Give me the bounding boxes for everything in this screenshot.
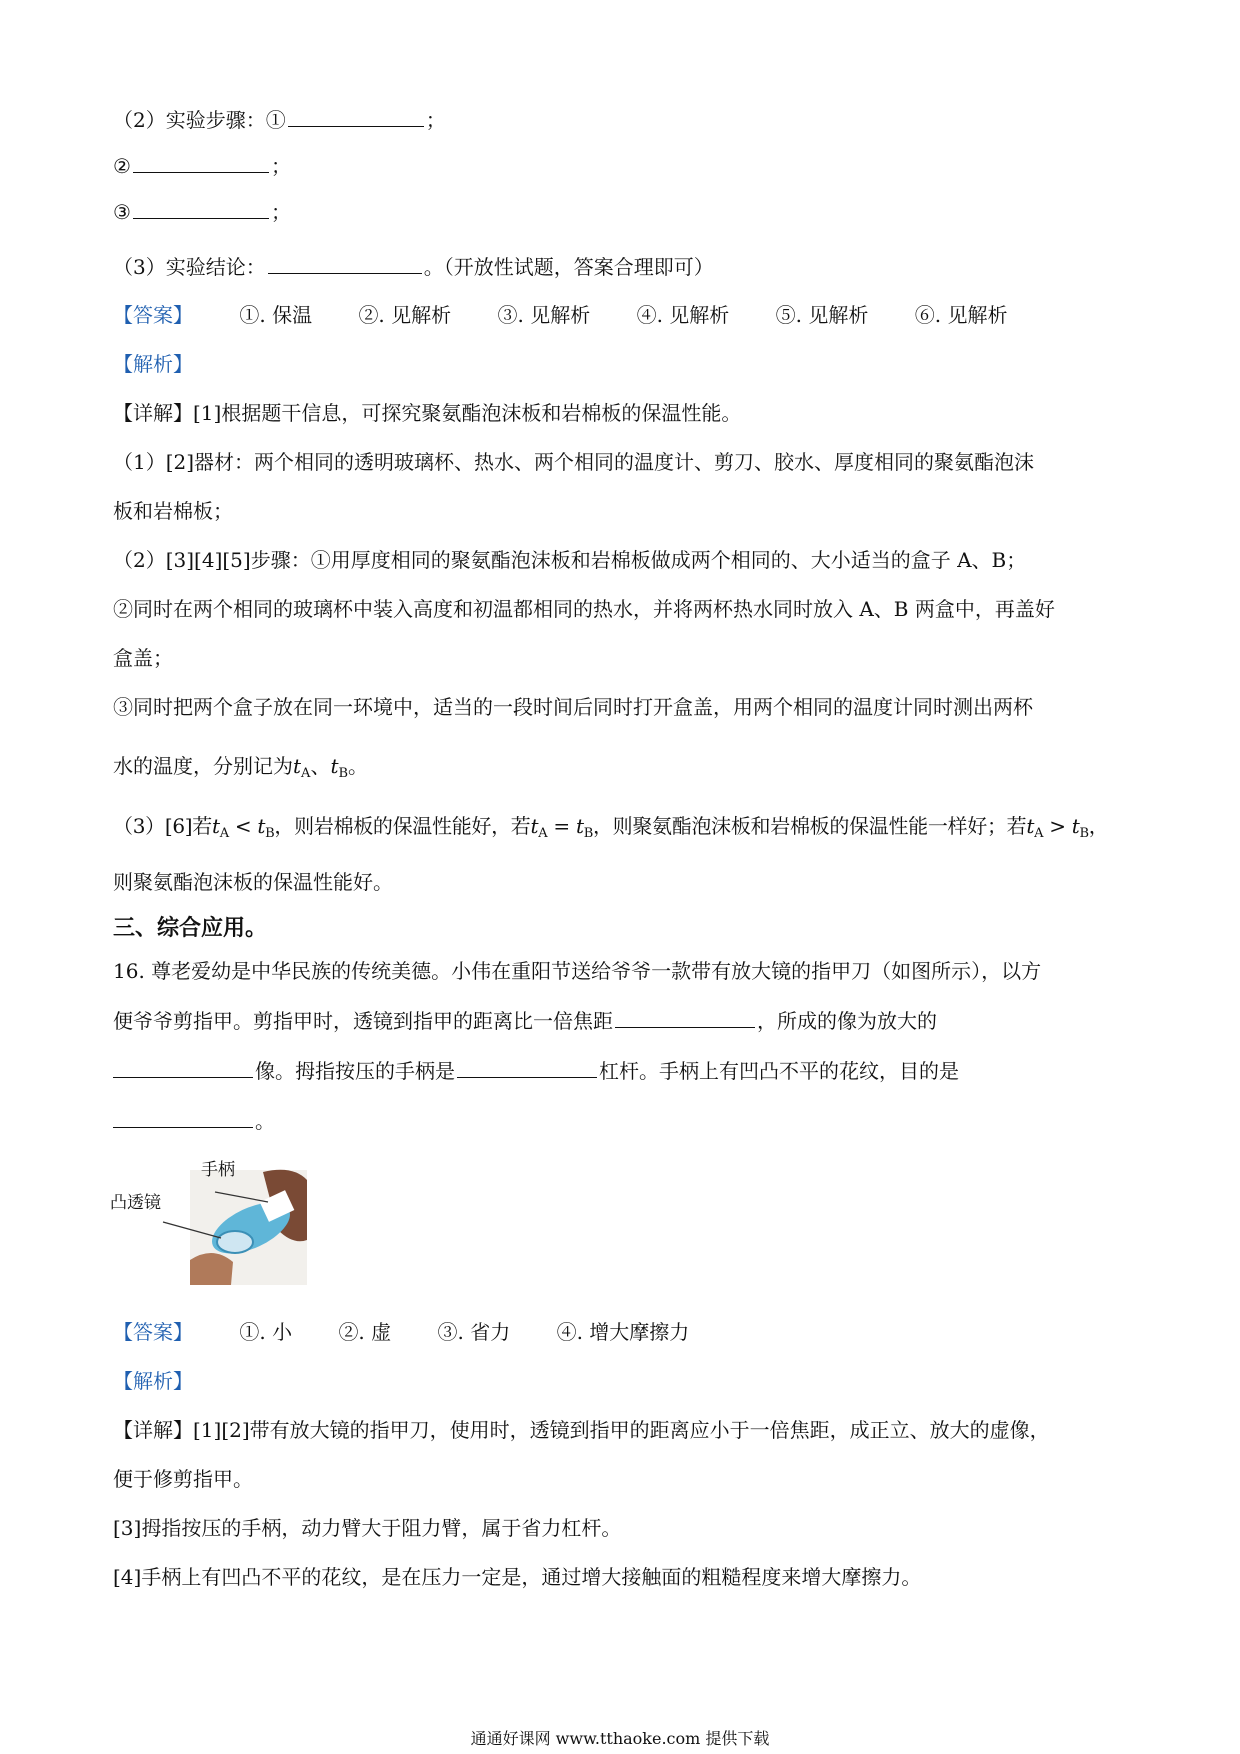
q15-detail-10: 则聚氨酯泡沫板的保温性能好。: [113, 870, 393, 894]
q15-answer-row: [113, 301, 1047, 329]
q15-conclusion: （3）实验结论： 。（开放性试题，答案合理即可）: [113, 255, 714, 279]
step3-blank[interactable]: [133, 198, 269, 219]
answer-item: ②. 虚: [338, 1320, 392, 1344]
lever-type-blank[interactable]: [457, 1057, 597, 1078]
section-title: 三、综合应用。: [113, 915, 268, 941]
q15-detail-6: 盒盖；: [113, 646, 173, 670]
q16-detail-1: 【详解】[1][2]带有放大镜的指甲刀，使用时，透镜到指甲的距离应小于一倍焦距，成正立、放大的虚像，: [113, 1418, 1050, 1442]
answer-item: ①. 小: [239, 1320, 293, 1344]
answer-item: ③. 见解析: [497, 303, 591, 327]
answer-item: ⑤. 见解析: [775, 303, 869, 327]
nail-clipper-figure: [110, 1150, 313, 1285]
step1-blank[interactable]: [288, 106, 424, 127]
q15-detail-2: （1）[2]器材：两个相同的透明玻璃杯、热水、两个相同的温度计、剪刀、胶水、厚度相同的聚氨酯泡沫: [113, 450, 1035, 474]
q15-detail-3: 板和岩棉板；: [113, 499, 233, 523]
q16-line-2: 便爷爷剪指甲。剪指甲时，透镜到指甲的距离比一倍焦距 ，所成的像为放大的: [113, 1009, 937, 1033]
analysis-label: 【解析】: [113, 352, 193, 376]
answer-item: ①. 保温: [239, 303, 313, 327]
q16-answer-row: [113, 1318, 729, 1346]
answer-label: 【答案】: [113, 1320, 193, 1344]
q16-detail-4: [4]手柄上有凹凸不平的花纹，是在压力一定是，通过增大接触面的粗糙程度来增大摩擦力。: [113, 1565, 922, 1589]
step2-blank[interactable]: [133, 152, 269, 173]
q16-detail-3: [3]拇指按压的手柄，动力臂大于阻力臂，属于省力杠杆。: [113, 1516, 622, 1540]
q15-detail-8: 水的温度，分别记为$t_A$、$t_B$。: [113, 754, 369, 781]
purpose-blank[interactable]: [113, 1107, 253, 1128]
finger-bottom: [190, 1253, 233, 1285]
answer-item: ⑥. 见解析: [914, 303, 1008, 327]
answer-item: ④. 增大摩擦力: [556, 1320, 690, 1344]
analysis-label: 【解析】: [113, 1369, 193, 1393]
q15-step1: （2）实验步骤：① ；: [113, 108, 446, 132]
focal-distance-blank[interactable]: [615, 1007, 755, 1028]
answer-label: 【答案】: [113, 303, 193, 327]
answer-item: ③. 省力: [437, 1320, 511, 1344]
q16-detail-2: 便于修剪指甲。: [113, 1467, 253, 1491]
figure-label-lens: 凸透镜: [110, 1193, 161, 1213]
answer-item: ②. 见解析: [358, 303, 452, 327]
q15-step3: ③ ；: [113, 200, 291, 224]
q15-detail-9: （3）[6]若$t_A < t_B$，则岩棉板的保温性能好，若$t_A = t_B$，则聚氨酯泡沫板和岩棉板的保温性能一样好；若$t_A > t_B$，: [113, 814, 1109, 841]
q16-line-4: 。: [113, 1107, 275, 1135]
q15-detail-1: 【详解】[1]根据题干信息，可探究聚氨酯泡沫板和岩棉板的保温性能。: [113, 401, 742, 425]
figure-label-handle: 手柄: [201, 1160, 235, 1180]
q15-detail-5: ②同时在两个相同的玻璃杯中装入高度和初温都相同的热水，并将两杯热水同时放入 A、B 两盒中，再盖好: [113, 597, 1055, 621]
image-type-blank[interactable]: [113, 1057, 253, 1078]
page-footer: 通通好课网 www.tthaoke.com 提供下载: [470, 1729, 770, 1748]
convex-lens: [217, 1231, 253, 1253]
conclusion-blank[interactable]: [268, 253, 422, 274]
q15-step2: ② ；: [113, 154, 291, 178]
q15-detail-7: ③同时把两个盒子放在同一环境中，适当的一段时间后同时打开盒盖，用两个相同的温度计同时测出两杯: [113, 695, 1033, 719]
q16-line-3: 像。拇指按压的手柄是 杠杆。手柄上有凹凸不平的花纹，目的是: [113, 1057, 959, 1085]
q16-line-1: 16. 尊老爱幼是中华民族的传统美德。小伟在重阳节送给爷爷一款带有放大镜的指甲刀（如图所示），以方: [113, 959, 1042, 983]
answer-item: ④. 见解析: [636, 303, 730, 327]
q15-detail-4: （2）[3][4][5]步骤：①用厚度相同的聚氨酯泡沫板和岩棉板做成两个相同的、大小适当的盒子 A、B；: [113, 548, 1027, 572]
